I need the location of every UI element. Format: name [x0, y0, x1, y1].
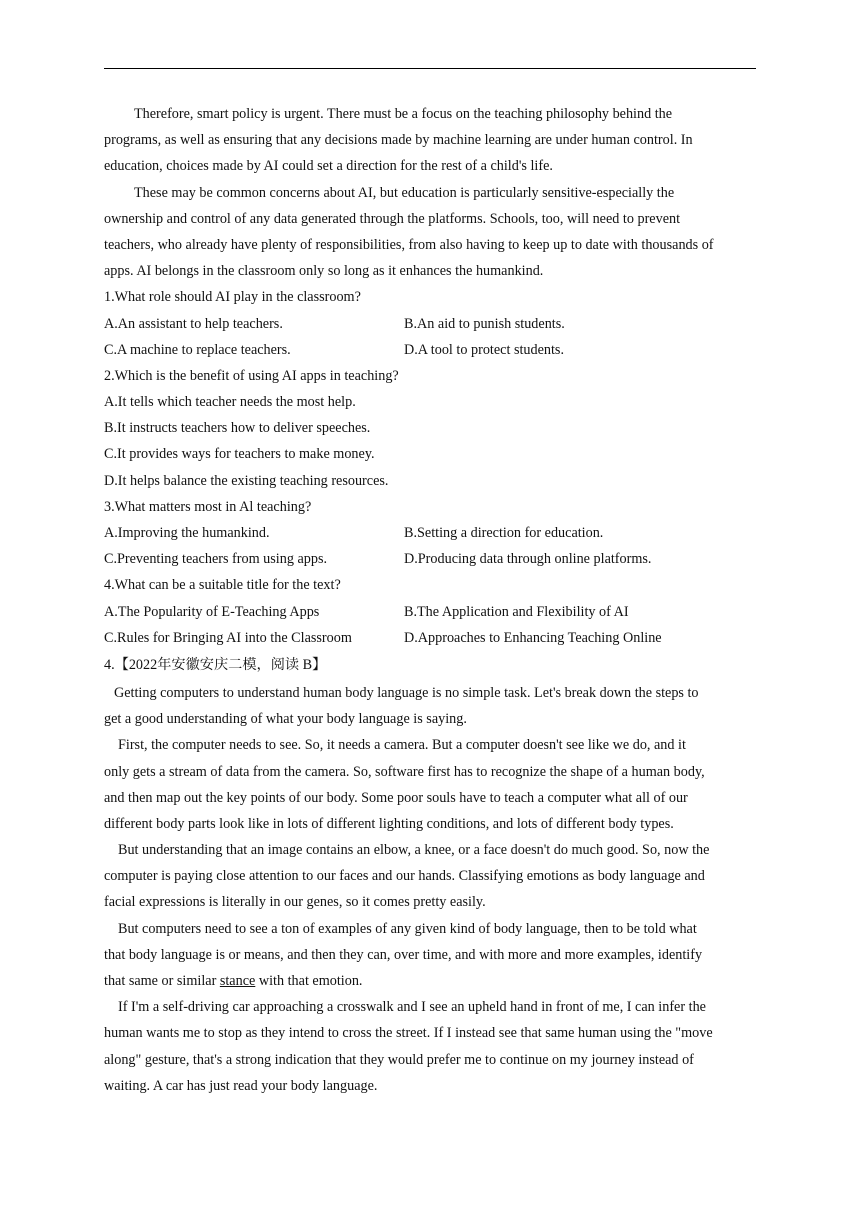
options-row — [104, 337, 758, 363]
option-a: A.An assistant to help teachers. — [104, 315, 283, 332]
question-4 — [104, 572, 758, 651]
underlined-word-stance: stance — [219, 973, 256, 989]
option-d: D.Approaches to Enhancing Teaching Online — [404, 629, 662, 646]
paragraph-smart-policy — [104, 101, 758, 180]
question-text: 1.What role should AI play in the classroom? — [104, 289, 361, 306]
option-c: C.Rules for Bringing AI into the Classroom — [104, 629, 352, 646]
document-body — [104, 101, 758, 1099]
option-c: C.A machine to replace teachers. — [104, 341, 291, 358]
text-segment: that same or similar — [104, 973, 220, 989]
paragraph-common-concerns — [104, 180, 758, 285]
text-line: ownership and control of any data generated through the platforms. Schools, too, will need to prevent — [104, 210, 681, 227]
option-b: B.An aid to punish students. — [404, 315, 565, 332]
options-row — [104, 546, 758, 572]
text-line: education, choices made by AI could set a direction for the rest of a child's life. — [104, 158, 553, 175]
question-text: 3.What matters most in Al teaching? — [104, 498, 312, 515]
question-2 — [104, 363, 758, 494]
option-a: A.The Popularity of E-Teaching Apps — [104, 603, 320, 620]
text-line: that body language is or means, and then they can, over time, and with more and more examples, identify — [104, 946, 703, 963]
text-line: waiting. A car has just read your body language. — [104, 1077, 378, 1094]
text-line: get a good understanding of what your body language is saying. — [104, 711, 467, 728]
text-line: But computers need to see a ton of examples of any given kind of body language, then to be told what — [118, 920, 697, 937]
text-line: teachers, who already have plenty of responsibilities, from also having to keep up to date with thousands of — [104, 236, 714, 253]
paragraph-faces-hands — [104, 837, 758, 916]
option-b: B.It instructs teachers how to deliver speeches. — [104, 420, 371, 437]
text-line: First, the computer needs to see. So, it needs a camera. But a computer doesn't see like we do, and it — [118, 737, 686, 754]
question-text: 2.Which is the benefit of using AI apps in teaching? — [104, 367, 399, 384]
question-1 — [104, 284, 758, 363]
question-text: 4.What can be a suitable title for the text? — [104, 577, 341, 594]
text-line: These may be common concerns about AI, but education is particularly sensitive-especially the — [134, 184, 675, 201]
text-line: If I'm a self-driving car approaching a crosswalk and I see an upheld hand in front of me, I can infer the — [118, 999, 706, 1016]
text-line — [104, 968, 758, 994]
paragraph-camera — [104, 732, 758, 837]
text-line: Therefore, smart policy is urgent. There must be a focus on the teaching philosophy behind the — [134, 106, 673, 122]
text-line: different body parts look like in lots of different lighting conditions, and lots of different body types. — [104, 815, 674, 832]
options-row — [104, 599, 758, 625]
option-d: D.A tool to protect students. — [404, 341, 564, 358]
text-line: and then map out the key points of our body. Some poor souls have to teach a computer what all of our — [104, 789, 688, 806]
option-a: A.Improving the humankind. — [104, 525, 270, 541]
text-line: apps. AI belongs in the classroom only so long as it enhances the humankind. — [104, 263, 544, 280]
option-a: A.It tells which teacher needs the most help. — [104, 394, 356, 411]
text-line: along" gesture, that's a strong indication that they would prefer me to continue on my journey instead of — [104, 1051, 694, 1068]
text-line: computer is paying close attention to our faces and our hands. Classifying emotions as body language and — [104, 868, 705, 885]
text-line: But understanding that an image contains an elbow, a knee, or a face doesn't do much good. So, now the — [118, 842, 710, 859]
text-segment: with that emotion. — [255, 973, 363, 989]
option-c: C.Preventing teachers from using apps. — [104, 551, 328, 568]
paragraph-examples — [104, 916, 758, 995]
options-row — [104, 520, 758, 546]
option-d: D.It helps balance the existing teaching resources. — [104, 472, 389, 489]
text-line: Getting computers to understand human body language is no simple task. Let's break down the steps to — [114, 684, 699, 701]
section-header: 4.【2022年安徽安庆二模，阅读 B】 — [104, 656, 327, 673]
options-row — [104, 311, 758, 337]
text-line: human wants me to stop as they intend to cross the street. If I instead see that same human using the "move — [104, 1025, 713, 1042]
paragraph-intro — [104, 680, 758, 732]
text-line: facial expressions is literally in our genes, so it comes pretty easily. — [104, 894, 486, 911]
question-3 — [104, 494, 758, 573]
option-c: C.It provides ways for teachers to make money. — [104, 446, 375, 463]
option-b: B.Setting a direction for education. — [404, 525, 604, 541]
header-rule — [104, 68, 756, 69]
options-row — [104, 625, 758, 651]
paragraph-self-driving — [104, 994, 758, 1099]
option-b: B.The Application and Flexibility of AI — [404, 603, 629, 620]
option-d: D.Producing data through online platforms. — [404, 551, 652, 568]
text-line: programs, as well as ensuring that any decisions made by machine learning are under human control. In — [104, 132, 693, 149]
text-line: only gets a stream of data from the camera. So, software first has to recognize the shape of a human body, — [104, 763, 705, 780]
